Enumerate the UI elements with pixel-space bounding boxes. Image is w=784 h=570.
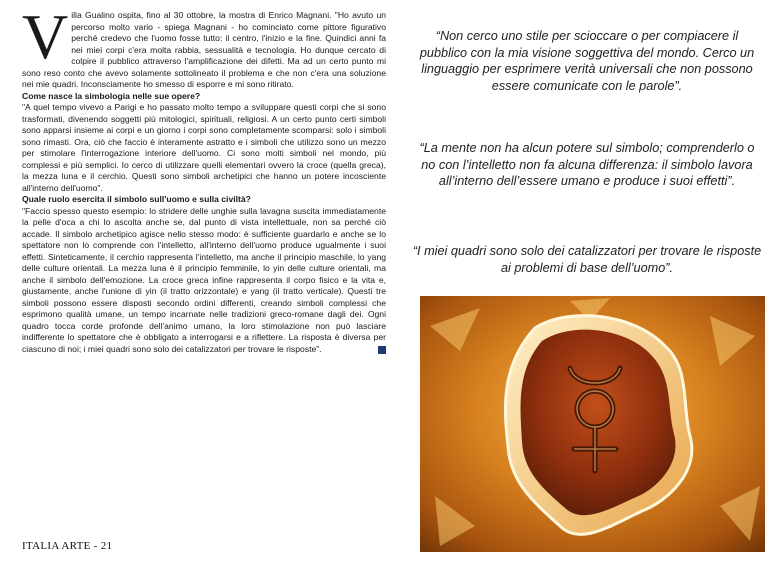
answer-2-text: "Faccio spesso questo esempio: lo stridere delle unghie sulla lavagna suscita immediatamente la pelle d'oca a chi lo ascolta anche se, dal punto di vista intellettuale, non sa perché ciò accade. Il simbolo archetipico agisce nello stesso modo: è sufficiente guardarlo e anche se lo spettatore non lo comprende con l'intelletto, all'interno dell'uomo produce ugualmente i suoi effetti. Sinteticamente, il cerchio rappresenta l'intelletto, ma anche il principio maschile, lo yang delle culture orientali. La mezza luna è il principio femminile, lo yin delle culture orientali, ma anche il simbolo dell'emozione. La croce greca infine rappresenta il corpo fisico e la vita e, giustamente, anche l'unione di yin (il tratto orizzontale) e yang (il tratto verticale). Questi tre simboli possono essere disposti secondo ordini differenti, creando simboli complessi che esprimono qualità umane, un tempo incarnate nelle tradizioni greco-romane dagli dei. Ogni quadro tocca corde profonde dell'animo umano, la loro stimolazione non può lasciare indifferente lo spettatore che è obbligato a interrogarsi e a riflettere. La risposta è diversa per ciascuno di noi; i miei quadri sono solo dei catalizzatori per trovare le risposte". — [22, 205, 386, 354]
article-text — [22, 1, 386, 355]
question-2: Quale ruolo esercita il simbolo sull'uomo e sulla civiltà? — [22, 194, 251, 204]
drop-cap: V — [22, 1, 69, 72]
artwork-painting — [420, 296, 765, 552]
pull-quote-1: “Non cerco uno stile per scioccare o per compiacere il pubblico con la mia visione soggettiva del mondo. Cerco un linguaggio per esprimere verità universali che non possono essere comunicate con le parole”. — [419, 29, 755, 93]
question-1: Come nasce la simbologia nelle sue opere? — [22, 90, 201, 101]
pull-quote-3: “I miei quadri sono solo dei catalizzatori per trovare le risposte ai problemi di base dell’uomo”. — [412, 244, 762, 275]
answer-2 — [22, 206, 386, 356]
artwork-image — [420, 296, 765, 552]
intro-paragraph — [22, 1, 386, 91]
pull-quote-2: “La mente non ha alcun potere sul simbolo; comprenderlo o no con l’intelletto non fa alcuna differenza: il simbolo lavora all’interno dell’essere umano e produce i suoi effetti”. — [419, 141, 755, 188]
end-of-article-mark — [378, 346, 386, 354]
answer-1: "A quel tempo vivevo a Parigi e ho passato molto tempo a sviluppare questi corpi che si sono trasformati, divenendo soggetti più mitologici, spirituali, religiosi. A un certo punto certi simboli sono apparsi insieme ai corpi e un giorno i corpi sono completamente scomparsi: solo i simboli sono rimasti. Ora, ciò che faccio è interamente astratto e i simboli che utilizzo sono un mezzo per stimolare l'interrogazione interiore dell'uomo. Ci sono molti simboli nel mondo, più complessi e più semplici. Io cerco di utilizzare quelli elementari ovvero la croce (quella greca), la mezza luna e il cerchio. Questi sono simboli archetipici che hanno un potere incosciente all'interno dell'uomo". — [22, 102, 386, 193]
intro-text: illa Gualino ospita, fino al 30 ottobre, la mostra di Enrico Magnani. "Ho avuto un percorso molto vario - spiega Magnani - ho cominciato come pittore figurativo perché credevo che l'uomo fosse tutto: il centro, l'inizio e la fine. Quindici anni fa nei miei corpi c'era molta rabbia, sessualità e tecnologia. Ho dunque cercato di colpire il pubblico attraverso l'amplificazione dei difetti. Ma ad un certo punto mi sono reso conto che avevo solamente sottolineato il problema e che non c'era una soluzione nei mie quadri. Inconsciamente ho smesso di esporre e mi sono ritirato. — [22, 10, 386, 89]
page-footer: ITALIA ARTE - 21 — [22, 540, 113, 552]
